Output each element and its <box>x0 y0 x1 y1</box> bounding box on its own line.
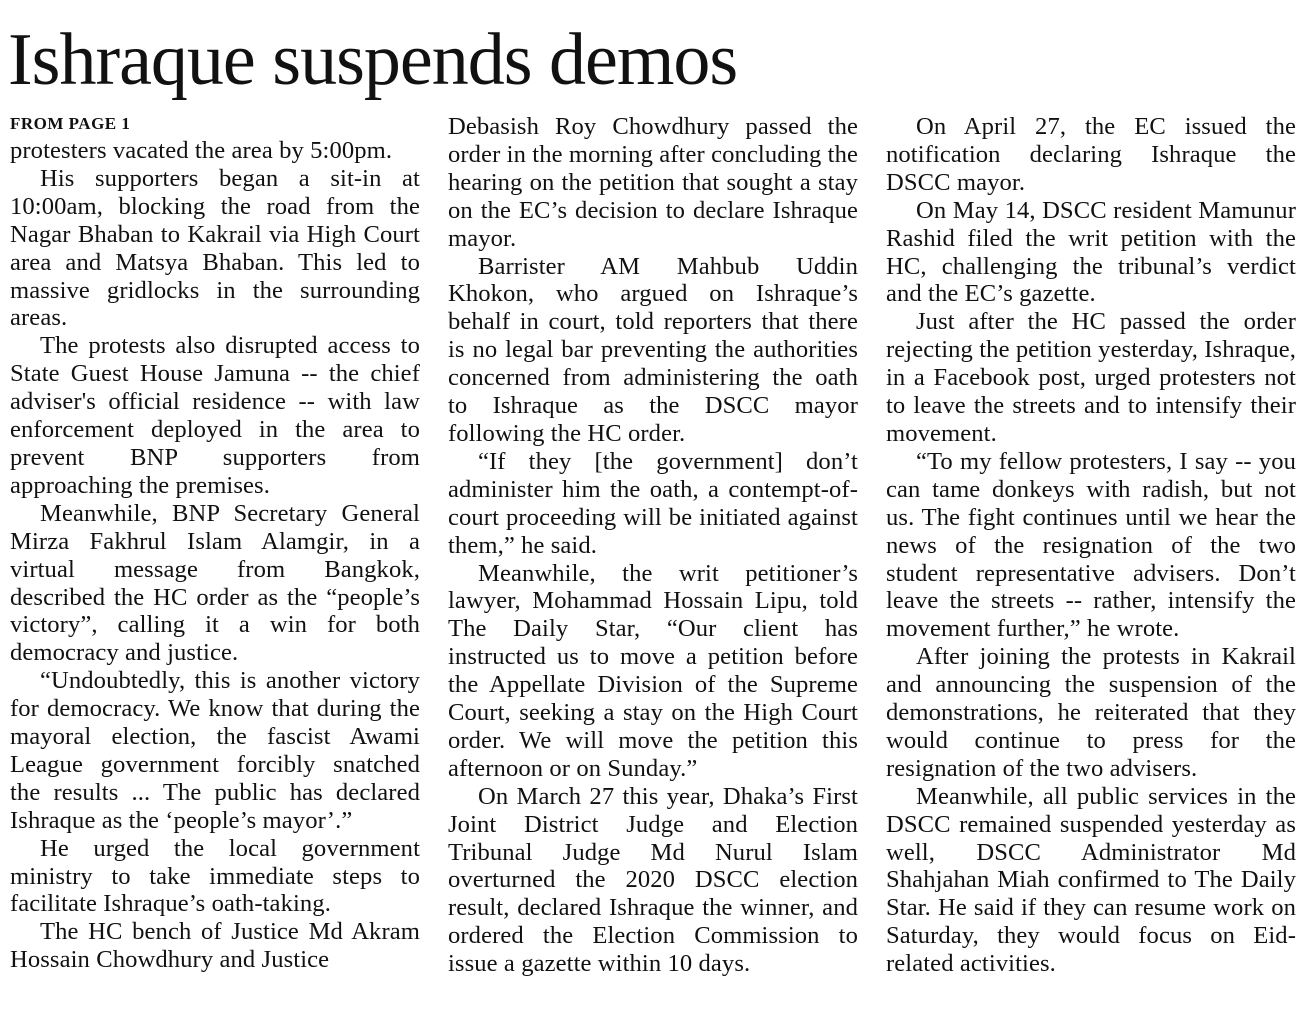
article-headline: Ishraque suspends demos <box>8 19 738 101</box>
article-column-3 <box>886 113 1296 978</box>
article-paragraph: After joining the protests in Kakrail and announcing the suspension of the demonstrations, he reiterated that they would continue to press for the resignation of the two advisers. <box>886 643 1296 782</box>
article-paragraph: The protests also disrupted access to State Guest House Jamuna -- the chief adviser's official residence -- with law enforcement deployed in the area to prevent BNP supporters from approaching the premises. <box>10 332 420 499</box>
article-paragraph: protesters vacated the area by 5:00pm. <box>10 137 393 164</box>
article-column-1 <box>10 113 420 974</box>
article-paragraph: Debasish Roy Chowdhury passed the order in the morning after concluding the hearing on the petition that sought a stay on the EC’s decision to declare Ishraque mayor. <box>448 113 858 252</box>
article-paragraph: “Undoubtedly, this is another victory for democracy. We know that during the mayoral election, the fascist Awami League government forcibly snatched the results ... The public has declared Ishraque as the ‘people’s mayor’.” <box>10 667 420 834</box>
continued-from-label: FROM PAGE 1 <box>10 114 131 133</box>
article-paragraph: He urged the local government ministry to take immediate steps to facilitate Ishraque’s oath-taking. <box>10 834 420 918</box>
article-paragraph: “If they [the government] don’t administer him the oath, a contempt-of-court proceeding will be initiated against them,” he said. <box>448 447 858 559</box>
article-paragraph: On April 27, the EC issued the notification declaring Ishraque the DSCC mayor. <box>886 113 1296 196</box>
article-paragraph: Meanwhile, BNP Secretary General Mirza Fakhrul Islam Alamgir, in a virtual message from Bangkok, described the HC order as the “people’s victory”, calling it a win for both democracy and justice. <box>10 499 420 667</box>
article-paragraph: Meanwhile, the writ petitioner’s lawyer, Mohammad Hossain Lipu, told The Daily Star, “Our client has instructed us to move a petition before the Appellate Division of the Supreme Court, seeking a stay on the High Court order. We will move the petition this afternoon or on Sunday.” <box>448 559 858 782</box>
article-paragraph: Just after the HC passed the order rejecting the petition yesterday, Ishraque, in a Facebook post, urged protesters not to leave the streets and to intensify their movement. <box>886 308 1296 447</box>
article-paragraph: “To my fellow protesters, I say -- you can tame donkeys with radish, but not us. The fight continues until we hear the news of the resignation of the two student representative advisers. Don’t leave the streets -- rather, intensify the movement further,” he wrote. <box>886 447 1296 643</box>
article-paragraph: Meanwhile, all public services in the DSCC remained suspended yesterday as well, DSCC Administrator Md Shahjahan Miah confirmed to The Daily Star. He said if they can resume work on Saturday, they would focus on Eid-related activities. <box>886 782 1296 978</box>
article-paragraph: Barrister AM Mahbub Uddin Khokon, who argued on Ishraque’s behalf in court, told reporters that there is no legal bar preventing the authorities concerned from administering the oath to Ishraque as the DSCC mayor following the HC order. <box>448 252 858 447</box>
article-paragraph: On May 14, DSCC resident Mamunur Rashid filed the writ petition with the HC, challenging the tribunal’s verdict and the EC’s gazette. <box>886 196 1296 308</box>
article-column-2 <box>448 113 858 978</box>
article-paragraph: The HC bench of Justice Md Akram Hossain Chowdhury and Justice <box>10 918 420 974</box>
article-paragraph: His supporters began a sit-in at 10:00am, blocking the road from the Nagar Bhaban to Kakrail via High Court area and Matsya Bhaban. This led to massive gridlocks in the surrounding areas. <box>10 164 420 332</box>
article-paragraph: On March 27 this year, Dhaka’s First Joint District Judge and Election Tribunal Judge Md Nurul Islam overturned the 2020 DSCC election result, declared Ishraque the winner, and ordered the Election Commission to issue a gazette within 10 days. <box>448 782 858 978</box>
